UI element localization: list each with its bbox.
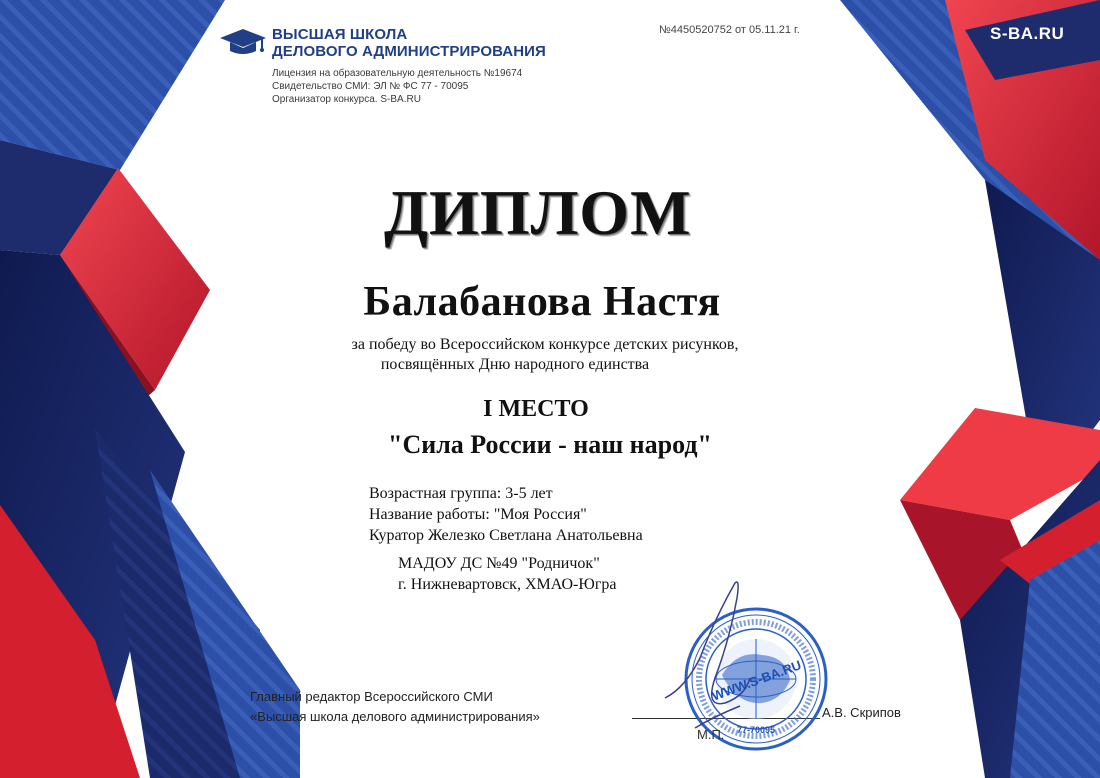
- award-reason: [280, 335, 810, 375]
- editor-line1: Главный редактор Всероссийского СМИ: [250, 689, 493, 704]
- signature: [655, 578, 765, 738]
- document-number: №4450520752 от 05.11.21 г.: [659, 24, 800, 36]
- left-stripe-panel: [0, 0, 225, 170]
- stamp-number-text: 77-70095: [736, 725, 776, 735]
- site-url: S-BA.RU: [990, 24, 1065, 43]
- editor-title: [250, 687, 540, 727]
- stamp-url-text: WWW.S-BA.RU: [709, 657, 804, 704]
- age-group: Возрастная группа: 3-5 лет: [369, 485, 553, 502]
- media-certificate-text: Свидетельство СМИ: ЭЛ № ФС 77 - 70095: [272, 81, 469, 92]
- reason-line2: посвящённых Дню народного единства: [380, 356, 650, 373]
- graduation-cap-icon: [218, 27, 268, 57]
- organization-name: [272, 26, 546, 60]
- license-text: Лицензия на образовательную деятельность №19674: [272, 68, 523, 79]
- organization-details: [272, 67, 522, 106]
- place-label: I МЕСТО: [483, 396, 589, 422]
- contest-name: "Сила России - наш народ": [388, 430, 712, 459]
- school-info: [398, 553, 616, 595]
- entry-details: [369, 483, 643, 546]
- school-name: МАДОУ ДС №49 "Родничок": [398, 555, 600, 572]
- org-name-line1: ВЫСШАЯ ШКОЛА: [272, 26, 408, 43]
- signer-name: А.В. Скрипов: [822, 705, 901, 720]
- reason-line1: за победу во Всероссийском конкурсе детских рисунков,: [351, 336, 739, 353]
- organizer-text: Организатор конкурса. S-BA.RU: [272, 94, 421, 105]
- editor-line2: «Высшая школа делового администрирования»: [250, 709, 540, 724]
- stamp-place-label: М.П.: [697, 727, 725, 742]
- curator: Куратор Железко Светлана Анатольевна: [369, 527, 643, 544]
- diploma-title: ДИПЛОМ: [384, 177, 692, 248]
- org-name-line2: ДЕЛОВОГО АДМИНИСТРИРОВАНИЯ: [272, 43, 546, 60]
- school-city: г. Нижневартовск, ХМАО-Югра: [398, 576, 617, 593]
- work-title: Название работы: "Моя Россия": [369, 506, 587, 523]
- recipient-name: Балабанова Настя: [363, 279, 721, 325]
